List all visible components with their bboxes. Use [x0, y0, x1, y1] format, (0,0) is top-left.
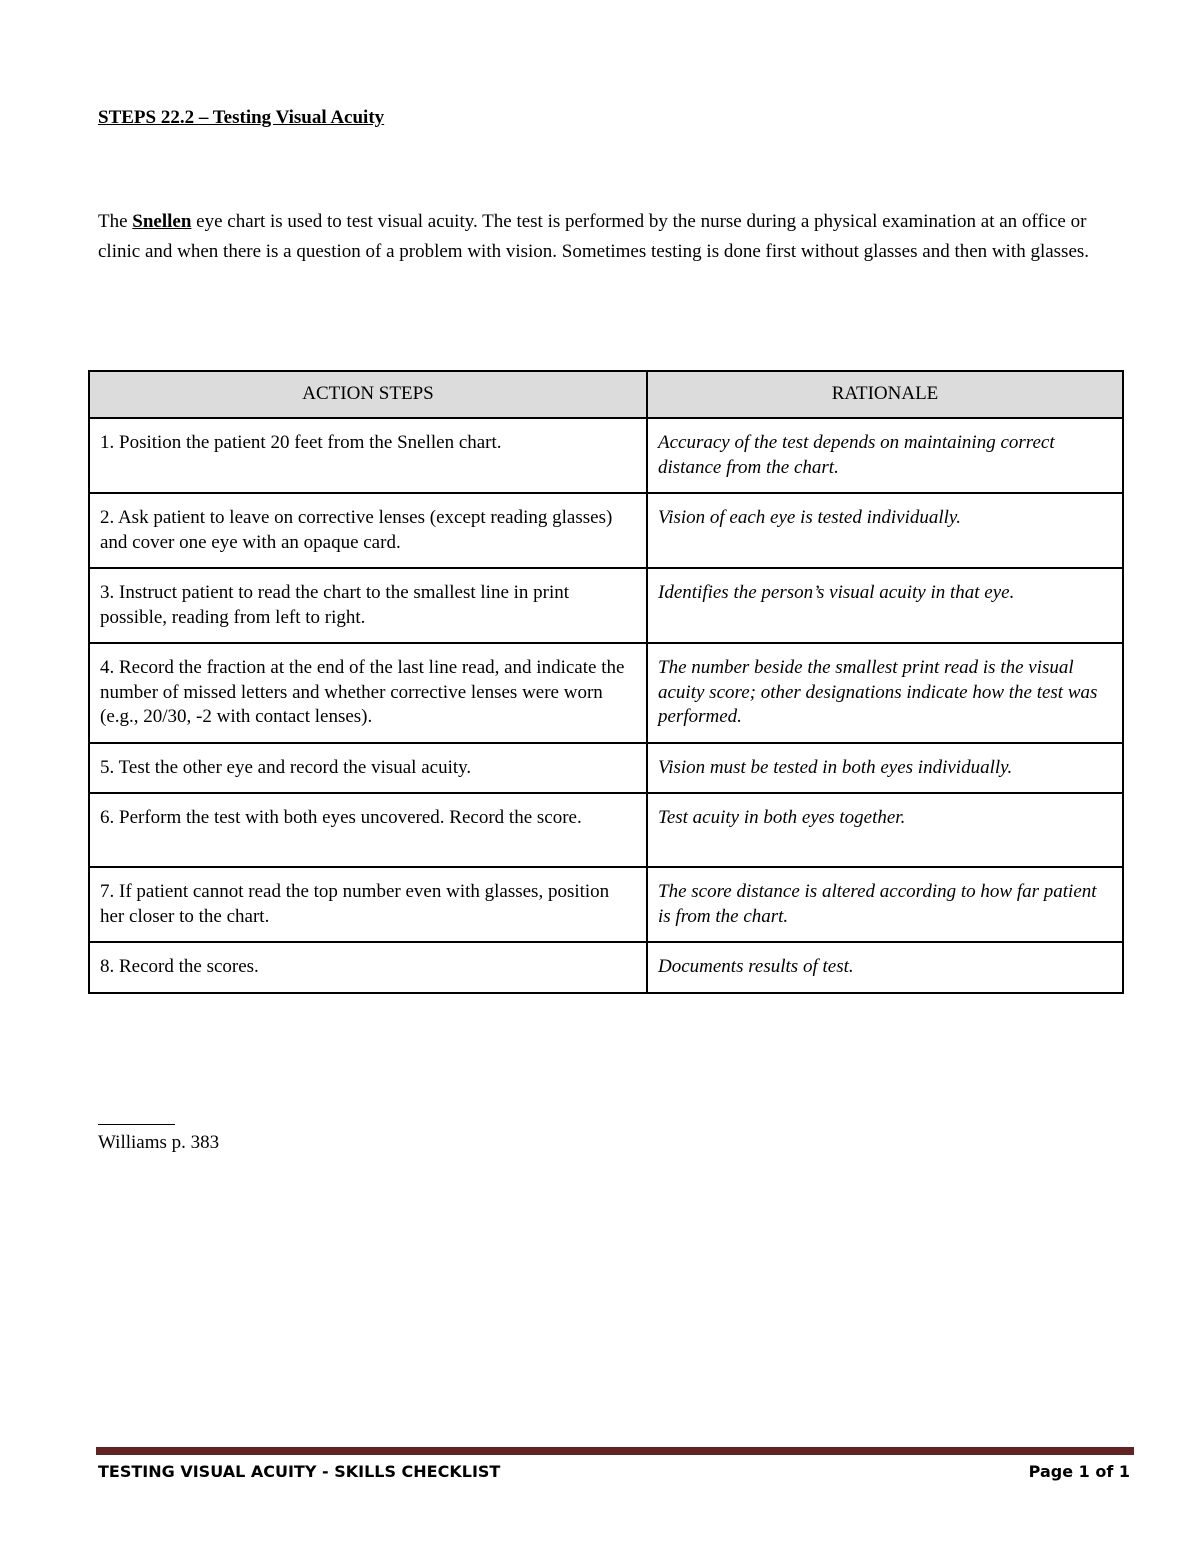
table-row: [89, 418, 1123, 493]
intro-text-before: The: [98, 211, 133, 232]
rationale-cell: Accuracy of the test depends on maintaining correct distance from the chart.: [647, 418, 1123, 493]
action-cell: 3. Instruct patient to read the chart to the smallest line in print possible, reading from left to right.: [89, 568, 647, 643]
steps-table: [88, 370, 1124, 994]
intro-text-after: eye chart is used to test visual acuity. The test is performed by the nurse during a physical examination at an office or clinic and when there is a question of a problem with vision. Sometimes testing is done first without glasses and then with glasses.: [98, 211, 1090, 262]
footer-rule: [96, 1447, 1134, 1455]
header-rationale: RATIONALE: [647, 371, 1123, 418]
rationale-cell: Documents results of test.: [647, 942, 1123, 993]
rationale-cell: Test acuity in both eyes together.: [647, 793, 1123, 867]
action-cell: 8. Record the scores.: [89, 942, 647, 993]
table-row: [89, 493, 1123, 568]
action-cell: 5. Test the other eye and record the visual acuity.: [89, 743, 647, 794]
table-row: [89, 867, 1123, 942]
rationale-cell: The score distance is altered according to how far patient is from the chart.: [647, 867, 1123, 942]
action-cell: 7. If patient cannot read the top number even with glasses, position her closer to the chart.: [89, 867, 647, 942]
footnote-citation: Williams p. 383: [98, 1132, 220, 1153]
table-row: [89, 793, 1123, 867]
action-cell: 6. Perform the test with both eyes uncovered. Record the score.: [89, 793, 647, 867]
action-cell: 2. Ask patient to leave on corrective lenses (except reading glasses) and cover one eye with an opaque card.: [89, 493, 647, 568]
footer-document-title: TESTING VISUAL ACUITY - SKILLS CHECKLIST: [98, 1462, 501, 1481]
action-cell: 4. Record the fraction at the end of the last line read, and indicate the number of missed letters and whether corrective lenses were worn (e.g., 20/30, -2 with contact lenses).: [89, 643, 647, 743]
rationale-cell: Vision must be tested in both eyes individually.: [647, 743, 1123, 794]
footer-page-number: Page 1 of 1: [1028, 1462, 1130, 1481]
table-row: [89, 643, 1123, 743]
rationale-cell: The number beside the smallest print read is the visual acuity score; other designations indicate how the test was performed.: [647, 643, 1123, 743]
intro-paragraph: [98, 207, 1123, 266]
rationale-cell: Vision of each eye is tested individually.: [647, 493, 1123, 568]
footnote-separator: [98, 1124, 175, 1125]
action-cell: 1. Position the patient 20 feet from the Snellen chart.: [89, 418, 647, 493]
table-header-row: [89, 371, 1123, 418]
table-row: [89, 743, 1123, 794]
header-action-steps: ACTION STEPS: [89, 371, 647, 418]
snellen-term: Snellen: [132, 211, 192, 232]
rationale-cell: Identifies the person’s visual acuity in that eye.: [647, 568, 1123, 643]
table-row: [89, 568, 1123, 643]
table-row: [89, 942, 1123, 993]
page-title: STEPS 22.2 – Testing Visual Acuity: [98, 107, 385, 128]
